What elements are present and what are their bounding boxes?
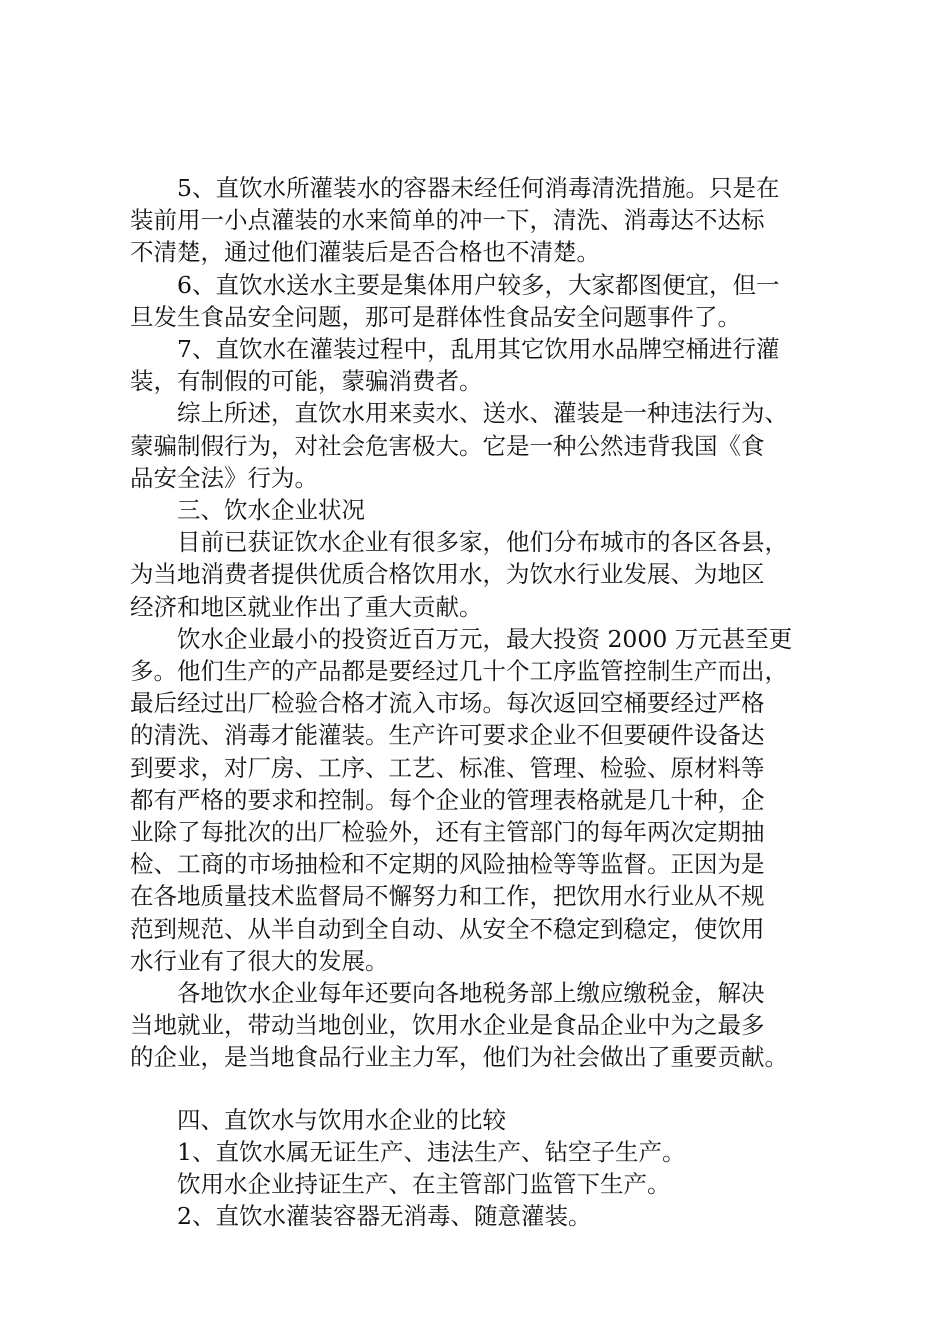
text-line: 检、工商的市场抽检和不定期的风险抽检等等监督。正因为是: [130, 850, 765, 879]
section-heading-4: [130, 1104, 850, 1136]
text-line: 蒙骗制假行为，对社会危害极大。它是一种公然违背我国《食: [130, 431, 765, 460]
text-line: 多。他们生产的产品都是要经过几十个工序监管控制生产而出，: [130, 657, 788, 686]
text-line: 旦发生食品安全问题，那可是群体性食品安全问题事件了。: [130, 302, 741, 331]
text-line: 在各地质量技术监督局不懈努力和工作，把饮用水行业从不规: [130, 882, 765, 911]
text-line: 三、饮水企业状况: [177, 496, 365, 525]
text-line: 业除了每批次的出厂检验外，还有主管部门的每年两次定期抽: [130, 818, 765, 847]
paragraph-item-7: [130, 333, 850, 397]
paragraph-item-6: [130, 269, 850, 333]
text-line: 7、直饮水在灌装过程中，乱用其它饮用水品牌空桶进行灌: [177, 335, 780, 364]
paragraph-enterprise-tax: [130, 977, 850, 1074]
text-line: 的企业，是当地食品行业主力军，他们为社会做出了重要贡献。: [130, 1043, 788, 1072]
text-line: 到要求，对厂房、工序、工艺、标准、管理、检验、原材料等: [130, 753, 765, 782]
text-line: 水行业有了很大的发展。: [130, 946, 389, 975]
text-line: 5、直饮水所灌装水的容器未经任何消毒清洗措施。只是在: [177, 174, 780, 202]
paragraph-item-5: [130, 172, 850, 269]
document-body: [130, 172, 850, 1233]
text-line: 范到规范、从半自动到全自动、从安全不稳定到稳定，使饮用: [130, 914, 765, 943]
text-line: 四、直饮水与饮用水企业的比较: [177, 1105, 506, 1134]
text-line: 饮水企业最小的投资近百万元，最大投资 2000 万元甚至更: [177, 624, 793, 653]
text-line: 2、直饮水灌装容器无消毒、随意灌装。: [177, 1202, 592, 1231]
text-line: 各地饮水企业每年还要向各地税务部上缴应缴税金，解决: [177, 979, 765, 1008]
comparison-item-1-contrast: [130, 1168, 850, 1200]
text-line: 都有严格的要求和控制。每个企业的管理表格就是几十种，企: [130, 785, 765, 814]
text-line: 经济和地区就业作出了重大贡献。: [130, 592, 483, 621]
section-heading-3: [130, 494, 850, 526]
text-line: 装前用一小点灌装的水来简单的冲一下，清洗、消毒达不达标: [130, 206, 765, 235]
comparison-item-2: [130, 1200, 850, 1232]
text-line: 当地就业，带动当地创业，饮用水企业是食品企业中为之最多: [130, 1011, 765, 1040]
text-line: 1、直饮水属无证生产、违法生产、钻空子生产。: [177, 1137, 686, 1166]
text-line: 装，有制假的可能，蒙骗消费者。: [130, 367, 483, 396]
text-line: 最后经过出厂检验合格才流入市场。每次返回空桶要经过严格: [130, 689, 765, 718]
paragraph-enterprise-investment: [130, 623, 850, 977]
text-line: 6、直饮水送水主要是集体用户较多，大家都图便宜，但一: [177, 270, 780, 299]
text-line: 不清楚，通过他们灌装后是否合格也不清楚。: [130, 238, 600, 267]
text-line: 目前已获证饮水企业有很多家，他们分布城市的各区各县，: [177, 528, 788, 557]
paragraph-enterprise-count: [130, 526, 850, 623]
text-line: 品安全法》行为。: [130, 463, 318, 492]
text-line: 综上所述，直饮水用来卖水、送水、灌装是一种违法行为、: [177, 399, 788, 428]
text-line: 为当地消费者提供优质合格饮用水，为饮水行业发展、为地区: [130, 560, 765, 589]
text-line: 饮用水企业持证生产、在主管部门监管下生产。: [177, 1170, 671, 1199]
paragraph-summary: [130, 397, 850, 494]
comparison-item-1: [130, 1136, 850, 1168]
text-line: 的清洗、消毒才能灌装。生产许可要求企业不但要硬件设备达: [130, 721, 765, 750]
